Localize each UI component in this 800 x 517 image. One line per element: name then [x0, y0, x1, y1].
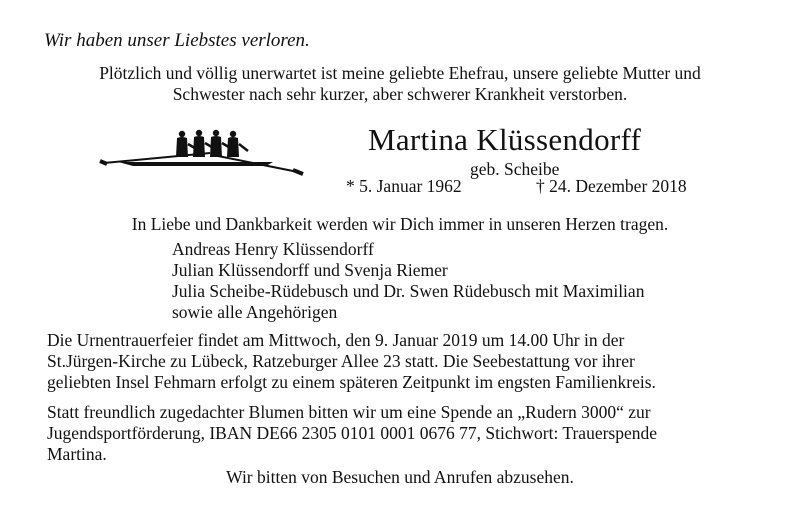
ceremony-line: geliebten Insel Fehmarn erfolgt zu einem späteren Zeitpunkt im engsten Familienkreis.: [47, 372, 656, 392]
intro-line: Wir haben unser Liebstes verloren.: [44, 30, 310, 51]
donation-line: Jugendsportförderung, IBAN DE66 2305 0101 0001 0676 77, Stichwort: Trauerspende: [47, 423, 658, 443]
death-date: † 24. Dezember 2018: [536, 176, 687, 196]
mourner: Julia Scheibe-Rüdebusch und Dr. Swen Rüdebusch mit Maximilian: [172, 281, 645, 301]
born-name: geb. Scheibe: [470, 159, 560, 179]
announcement-line-1: Plötzlich und völlig unerwartet ist meine geliebte Ehefrau, unsere geliebte Mutter und: [99, 63, 701, 83]
mourner: Julian Klüssendorff und Svenja Riemer: [172, 260, 448, 280]
ceremony-line: St.Jürgen-Kirche zu Lübeck, Ratzeburger Allee 23 statt. Die Seebestattung vor ihrer: [47, 351, 635, 371]
donation-paragraph: [47, 402, 767, 465]
announcement-line-2: Schwester nach sehr kurzer, aber schwerer Krankheit verstorben.: [172, 84, 628, 104]
closing-line: Wir bitten von Besuchen und Anrufen abzusehen.: [226, 467, 574, 487]
ceremony-paragraph: [47, 330, 767, 393]
rowing-boat-icon: [98, 126, 308, 178]
mourner: sowie alle Angehörigen: [172, 302, 338, 322]
remembrance-line: In Liebe und Dankbarkeit werden wir Dich immer in unseren Herzen tragen.: [131, 214, 669, 234]
donation-line: Statt freundlich zugedachter Blumen bitten wir um eine Spende an „Rudern 3000“ zur: [47, 402, 651, 422]
birth-date: * 5. Januar 1962: [346, 176, 462, 196]
donation-line: Martina.: [47, 444, 107, 464]
deceased-name: Martina Klüssendorff: [368, 122, 642, 157]
ceremony-line: Die Urnentrauerfeier findet am Mittwoch, den 9. Januar 2019 um 14.00 Uhr in der: [47, 330, 625, 350]
mourners-list: [172, 239, 644, 323]
mourner: Andreas Henry Klüssendorff: [172, 239, 374, 259]
